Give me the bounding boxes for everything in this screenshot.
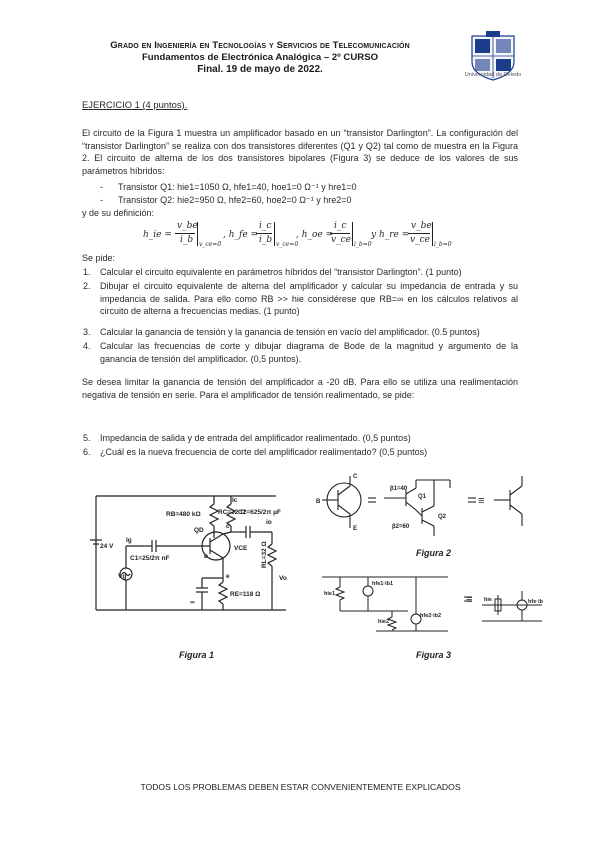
question-4	[83, 340, 520, 366]
hybrid-formulas	[143, 220, 463, 252]
transistor-q1-params: Transistor Q1: hie1=1050 Ω, hfe1=40, hoe1=0 Ω⁻¹ y hre1=0	[118, 182, 357, 192]
hre-cond: i_b=0	[434, 241, 452, 248]
q1-label: Q1	[418, 494, 427, 500]
question-text: ¿Cuál es la nueva frecuencia de corte del amplificador realimentado? (0,5 puntos)	[100, 447, 428, 457]
question-1	[83, 266, 520, 278]
equivalent-sign: ≡	[478, 495, 485, 507]
question-number: 3.	[83, 327, 91, 337]
fraction-bar	[256, 233, 272, 234]
node-b: b	[204, 553, 208, 560]
hoe-label: , h_oe =	[296, 230, 334, 240]
hre-num: v_be	[411, 221, 432, 231]
label-hfe1ib1: hfe1·ib1	[372, 581, 394, 587]
battery-label: 24 V	[100, 543, 114, 550]
bypass-inf: ∞	[190, 599, 195, 606]
exam-date: Final. 19 de mayo de 2022.	[197, 64, 323, 75]
base-b: B	[316, 499, 321, 505]
question-text: Dibujar el circuito equivalente de alterna del amplificador y calcular su impedancia de entrada y su impedancia de salida. Para ello como RB >> hie considérese que RB=∞ en los cálculos relativos al circuito de alterna a frecuencias medias. (1 punto)	[100, 281, 518, 317]
label-hie2: hie2	[378, 619, 390, 625]
ic-label: Ic	[232, 497, 238, 504]
c2-label: C2=625/2π µF	[238, 509, 281, 516]
subject-title: Fundamentos de Electrónica Analógica – 2º CURSO	[141, 52, 379, 63]
hre-den: v_ce	[410, 235, 430, 245]
question-6	[83, 446, 520, 458]
beta1: β1=40	[390, 486, 408, 492]
transistor-label: QD	[194, 527, 204, 534]
university-name: Universidad de Oviedo	[464, 72, 522, 78]
label-hfeib: hfe·ib	[528, 599, 543, 605]
hoe-num: i_c	[334, 221, 347, 231]
transistor-q2-bullet: -	[100, 195, 103, 205]
transistor-q2-params: Transistor Q2: hie2=950 Ω, hfe2=60, hoe2=0 Ω⁻¹ y hre2=0	[118, 195, 352, 205]
question-3	[83, 326, 520, 338]
figure-2-darlington	[310, 468, 550, 544]
footer-note: TODOS LOS PROBLEMAS DEBEN ESTAR CONVENIENTEMENTE EXPLICADOS	[140, 782, 461, 792]
figure-2-caption: Figura 2	[416, 548, 452, 558]
exercise-title: EJERCICIO 1 (4 puntos).	[82, 99, 188, 110]
hre-label: y h_re =	[371, 230, 410, 240]
question-number: 5.	[83, 433, 91, 443]
eval-bar	[197, 222, 198, 246]
fraction-bar	[175, 233, 195, 234]
emitter-e: E	[353, 526, 358, 532]
figure-3-caption: Figura 3	[416, 650, 452, 660]
c1-label: C1=25/2π nF	[130, 555, 170, 562]
io-label: io	[266, 519, 272, 526]
course-title: Grado en Ingeniería en Tecnologías y Servicios de Telecomunicación	[110, 40, 410, 51]
hfe-cond: v_ce=0	[276, 241, 299, 248]
definition-intro: y de su definición:	[82, 208, 155, 218]
question-number: 1.	[83, 267, 91, 277]
hoe-cond: i_b=0	[354, 241, 372, 248]
rl-label: RL=32 Ω	[261, 541, 268, 568]
label-hie: hie	[484, 597, 492, 603]
figure-1-caption: Figura 1	[179, 650, 215, 660]
transistor-q1-bullet: -	[100, 182, 103, 192]
hfe-label: , h_fe =	[223, 230, 259, 240]
source-label: Vg	[118, 573, 127, 580]
question-number: 4.	[83, 341, 91, 351]
university-logo	[458, 30, 528, 88]
figure-3-hybrid	[316, 565, 546, 635]
hfe-den: i_b	[259, 235, 273, 245]
vce-label: VCE	[234, 545, 248, 552]
source-current: Ig	[126, 537, 132, 544]
beta2: β2=60	[392, 524, 410, 530]
intro-paragraph: El circuito de la Figura 1 muestra un amplificador basado en un “transistor Darlington”. La configuración del “transistor Darlington” se realiza con dos transistores diferentes (Q1 y Q2) tal como de muestra en la Figura 2. El circuito de alterna de los dos transistores bipolares (Figura 3) se deduce de los valores de sus parámetros híbridos:	[82, 128, 518, 176]
node-c: c	[226, 523, 230, 530]
feedback-paragraph: Se desea limitar la ganancia de tensión del amplificador a -20 dB. Para ello se utiliza una realimentación negativa de tensión en serie. Para el amplificador de tensión realimentado, se pide:	[82, 377, 518, 400]
equivalent-sign: ≡	[466, 594, 473, 606]
rc-label: RC=32 Ω	[218, 509, 246, 516]
re-label: RE=118 Ω	[230, 591, 261, 598]
fraction-bar	[330, 233, 350, 234]
question-5	[83, 432, 520, 444]
question-text: Calcular las frecuencias de corte y dibujar diagrama de Bode de la magnitud y argumento de la ganancia de tensión del amplificador. (0,5 puntos).	[100, 341, 518, 364]
figure-1-circuit	[86, 488, 304, 638]
eval-bar	[274, 222, 275, 246]
hie-label: h_ie =	[143, 230, 172, 240]
hoe-den: v_ce	[331, 235, 351, 245]
hfe-num: i_c	[259, 221, 272, 231]
hie-den: i_b	[180, 235, 194, 245]
hie-num: v_be	[177, 221, 198, 231]
fraction-bar	[408, 233, 430, 234]
question-text: Calcular la ganancia de tensión y la ganancia de tensión en vacío del amplificador. (0.5 puntos)	[100, 327, 480, 337]
rb-label: RB=480 kΩ	[166, 511, 201, 518]
question-2	[83, 280, 520, 318]
question-text: Impedancia de salida y de entrada del amplificador realimentado. (0,5 puntos)	[100, 433, 411, 443]
label-hfe2ib2: hfe2·ib2	[420, 613, 442, 619]
question-number: 6.	[83, 447, 91, 457]
question-text: Calcular el circuito equivalente en parámetros híbridos del “transistor Darlington”. (1 punto)	[100, 267, 462, 277]
label-hie1: hie1	[324, 591, 336, 597]
eval-bar	[432, 222, 433, 246]
vo-label: Vo	[279, 575, 287, 582]
node-e: e	[226, 573, 230, 580]
asks-intro: Se pide:	[82, 253, 116, 263]
q2-label: Q2	[438, 514, 447, 520]
hie-cond: v_ce=0	[199, 241, 222, 248]
collector-c: C	[353, 474, 358, 480]
question-number: 2.	[83, 281, 91, 291]
eval-bar	[352, 222, 353, 246]
